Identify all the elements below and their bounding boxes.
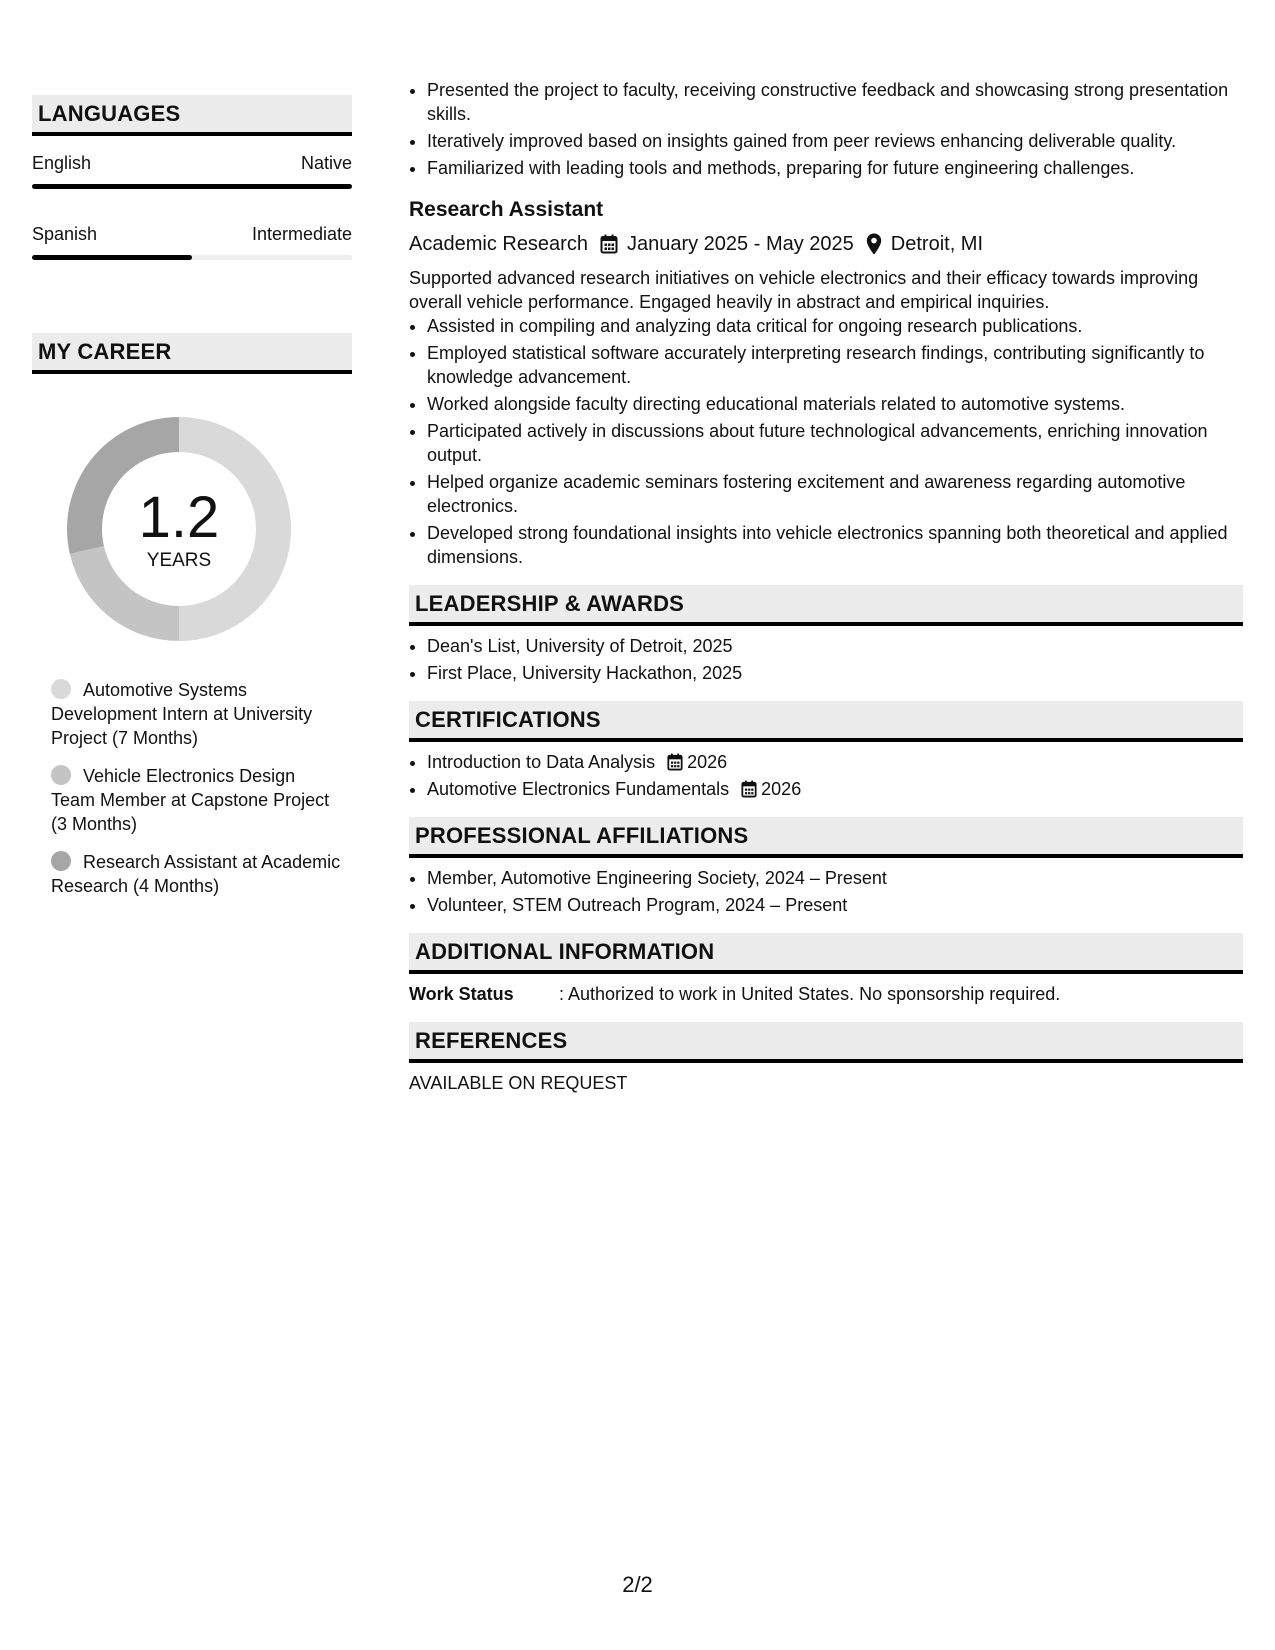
list-item: • Volunteer, STEM Outreach Program, 2024 – Present <box>427 893 1243 917</box>
language-name: Spanish <box>32 224 98 244</box>
page-number: 2/2 <box>622 1572 653 1597</box>
list-item <box>427 750 1243 774</box>
legend-dot <box>51 851 71 871</box>
list-item: • Developed strong foundational insights into vehicle electronics spanning both theoretical and applied dimensions. <box>427 521 1243 569</box>
references-text: AVAILABLE ON REQUEST <box>409 1073 628 1093</box>
language-english <box>32 152 352 189</box>
list-item: • First Place, University Hackathon, 2025 <box>427 661 1243 685</box>
affiliations-heading: PROFESSIONAL AFFILIATIONS <box>409 817 1243 858</box>
career-heading: MY CAREER <box>32 333 352 374</box>
job-title: Research Assistant <box>409 198 604 221</box>
references-heading: REFERENCES <box>409 1022 1243 1063</box>
career-unit: YEARS <box>146 550 212 571</box>
legend-label: Automotive Systems Development Intern at University Project (7 Months) <box>51 680 313 748</box>
language-level: Intermediate <box>251 224 352 244</box>
list-item: • Iteratively improved based on insights gained from peer reviews enhancing deliverable quality. <box>427 129 1243 153</box>
list-item: • Familiarized with leading tools and methods, preparing for future engineering challenges. <box>427 156 1243 180</box>
certification-name: Introduction to Data Analysis <box>427 752 656 772</box>
work-status-row <box>409 982 1243 1006</box>
work-status-value: : Authorized to work in United States. No sponsorship required. <box>559 984 1061 1004</box>
list-item <box>427 777 1243 801</box>
language-bar-fill <box>32 255 192 260</box>
job-location: Detroit, MI <box>890 233 984 255</box>
list-item: • Assisted in compiling and analyzing data critical for ongoing research publications. <box>427 314 1243 338</box>
list-item: • Member, Automotive Engineering Society, 2024 – Present <box>427 866 1243 890</box>
right-column <box>409 78 1243 1095</box>
language-name: English <box>32 153 92 173</box>
list-item: • Presented the project to faculty, receiving constructive feedback and showcasing strong presentation skills. <box>427 78 1243 126</box>
legend-item <box>51 850 341 898</box>
language-bar <box>32 184 352 189</box>
legend-item <box>51 678 341 750</box>
languages-heading: LANGUAGES <box>32 95 352 136</box>
list-item: • Helped organize academic seminars fostering excitement and awareness regarding automotive electronics. <box>427 470 1243 518</box>
work-status-label: Work Status <box>409 984 514 1004</box>
job-company: Academic Research <box>409 233 588 255</box>
map-pin-icon <box>866 233 882 255</box>
list-item: • Worked alongside faculty directing educational materials related to automotive systems. <box>427 392 1243 416</box>
list-item: • Participated actively in discussions about future technological advancements, enriching innovation output. <box>427 419 1243 467</box>
list-item: • Employed statistical software accurately interpreting research findings, contributing significantly to knowledge advancement. <box>427 341 1243 389</box>
legend-dot <box>51 679 71 699</box>
left-column <box>32 95 352 912</box>
awards-list <box>409 634 1243 685</box>
list-item: • Dean's List, University of Detroit, 2025 <box>427 634 1243 658</box>
legend-item <box>51 764 341 836</box>
job-description: Supported advanced research initiatives on vehicle electronics and their efficacy towards improving overall vehicle performance. Engaged heavily in abstract and empirical inquiries. <box>409 268 1199 312</box>
certification-year: 2026 <box>761 779 802 799</box>
awards-heading: LEADERSHIP & AWARDS <box>409 585 1243 626</box>
job-dates: January 2025 - May 2025 <box>626 233 854 255</box>
language-bar-fill <box>32 184 352 189</box>
calendar-icon <box>600 234 618 254</box>
calendar-icon <box>741 780 757 798</box>
legend-dot <box>51 765 71 785</box>
career-total: 1.2 <box>138 485 220 550</box>
language-level: Native <box>300 153 352 173</box>
certifications-list <box>409 750 1243 801</box>
certification-name: Automotive Electronics Fundamentals <box>427 779 730 799</box>
job-bullets <box>409 314 1243 569</box>
legend-label: Research Assistant at Academic Research (4 Months) <box>51 852 341 896</box>
legend-label: Vehicle Electronics Design Team Member at Capstone Project (3 Months) <box>51 766 330 834</box>
certification-year: 2026 <box>687 752 728 772</box>
calendar-icon <box>667 753 683 771</box>
previous-job-bullets <box>409 78 1243 180</box>
career-donut <box>66 416 292 642</box>
job-meta <box>409 230 1243 258</box>
affiliations-list <box>409 866 1243 917</box>
career-legend <box>51 678 341 898</box>
language-spanish <box>32 223 352 260</box>
certifications-heading: CERTIFICATIONS <box>409 701 1243 742</box>
additional-info-heading: ADDITIONAL INFORMATION <box>409 933 1243 974</box>
language-bar <box>32 255 352 260</box>
